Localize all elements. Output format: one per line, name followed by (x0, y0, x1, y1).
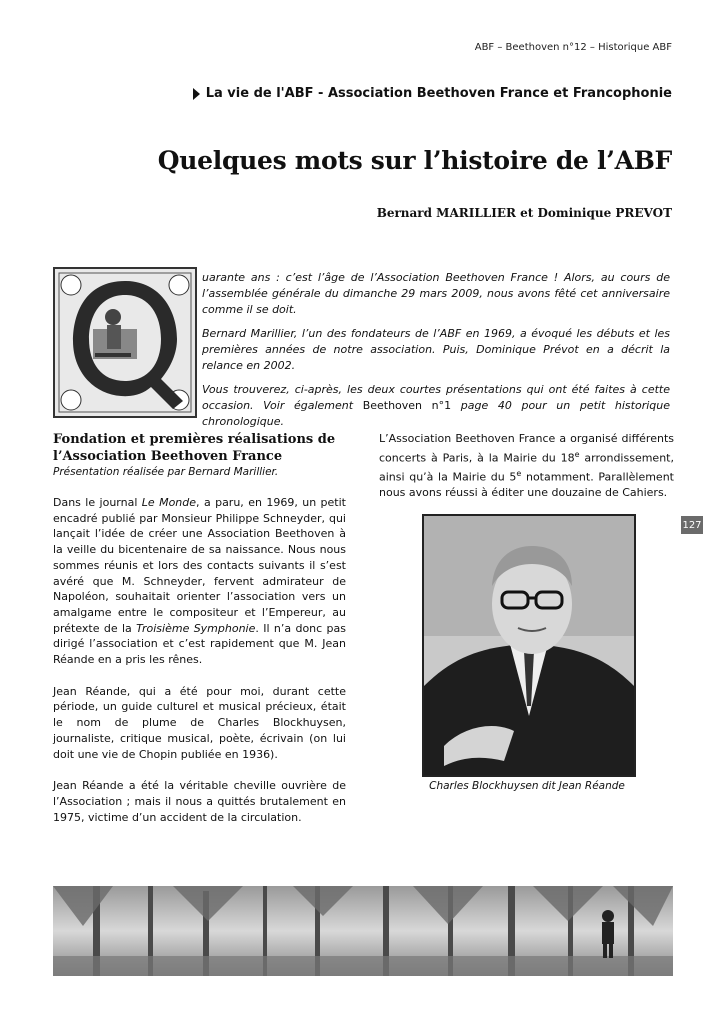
decorated-initial-q (53, 267, 197, 418)
left-p1-part-c: , a paru, en 1969, un petit encadré publié par Monsieur Philippe Schneyder, qui lançait l’idée de créer une Association Beethoven à la veille du bicentenaire de sa naissance. Nous nous sommes réunis et lors des contacts suivants il s’est avéré que M. Schneyder, fervent admirateur de Napoléon, souhaitait orienter l’association vers un amalgame entre le compositeur et l’Empereur, au prétexte de la (53, 496, 346, 635)
left-column-subheading: Présentation réalisée par Bernard Marillier. (53, 466, 279, 478)
running-header: ABF – Beethoven n°12 – Historique ABF (474, 42, 672, 53)
footer-forest-banner (53, 886, 673, 976)
right-paragraph-1 (379, 431, 674, 501)
intro-p3-part-a: Vous trouverez, ci-après, les deux courtes présentations qui ont été faites à cette occasion. Voir également (202, 383, 670, 412)
portrait-illustration (424, 516, 634, 775)
intro-paragraph-3 (202, 382, 670, 430)
section-label (193, 86, 672, 101)
left-p1-part-a: Dans le journal (53, 496, 142, 509)
intro-paragraph-1: uarante ans : c’est l’âge de l’Association Beethoven France ! Alors, au cours de l’assemblée générale du dimanche 29 mars 2009, nous avons fêté cet anniversaire comme il se doit. (202, 271, 670, 316)
dropcap-illustration (55, 269, 195, 416)
intro-p3-journal-ref: Beethoven n°1 (362, 399, 452, 412)
left-paragraph-2: Jean Réande, qui a été pour moi, durant cette période, un guide culturel et musical précieux, était le nom de plume de Charles Blockhuysen, journaliste, critique musical, poète, écrivain (on lui doit une vie de Chopin publiée en 1936). (53, 684, 346, 761)
intro-p3-part-c: page 40 pour un petit historique chronologique. (202, 399, 670, 428)
intro-block (202, 270, 670, 438)
right-p1-sup-2: e (516, 469, 522, 479)
intro-paragraph-2: Bernard Marillier, l’un des fondateurs de l’ABF en 1969, a évoqué les débuts et les premières années de notre association. Puis, Dominique Prévot en a décrit la relance en 2002. (202, 327, 670, 372)
left-p1-symphony: Troisième Symphonie (136, 621, 256, 635)
portrait-photo (422, 514, 636, 777)
section-label-text: La vie de l'ABF - Association Beethoven France et Francophonie (205, 86, 672, 101)
left-column-heading: Fondation et premières réalisations de l’Association Beethoven France (53, 432, 336, 464)
right-column (379, 431, 674, 517)
article-title: Quelques mots sur l’histoire de l’ABF (157, 146, 672, 175)
article-authors: Bernard MARILLIER et Dominique PREVOT (376, 206, 672, 220)
forest-illustration (53, 886, 673, 976)
photo-caption: Charles Blockhuysen dit Jean Réande (429, 780, 625, 792)
left-column (53, 431, 346, 841)
left-p1-newspaper: Le Monde (141, 496, 197, 509)
right-p1-part-b: arrondissement, ainsi qu’à la Mairie du 5 (379, 451, 674, 484)
triangle-bullet-icon (193, 88, 200, 100)
left-paragraph-1 (53, 495, 346, 668)
right-p1-part-c: notamment. Parallèlement nous avons réussi à éditer une douzaine de Cahiers. (379, 470, 674, 500)
left-p1-part-e: . Il n’a donc pas dirigé l’association et c’est rapidement que M. Jean Réande en a pris les rênes. (53, 621, 346, 667)
right-p1-part-a: L’Association Beethoven France a organisé différents concerts à Paris, à la Mairie du 18 (379, 432, 674, 465)
right-p1-sup-1: e (574, 449, 580, 459)
page-number-badge: 127 (681, 516, 703, 534)
left-paragraph-3: Jean Réande a été la véritable cheville ouvrière de l’Association ; mais il nous a quittés brutalement en 1975, victime d’un accident de la circulation. (53, 779, 346, 824)
